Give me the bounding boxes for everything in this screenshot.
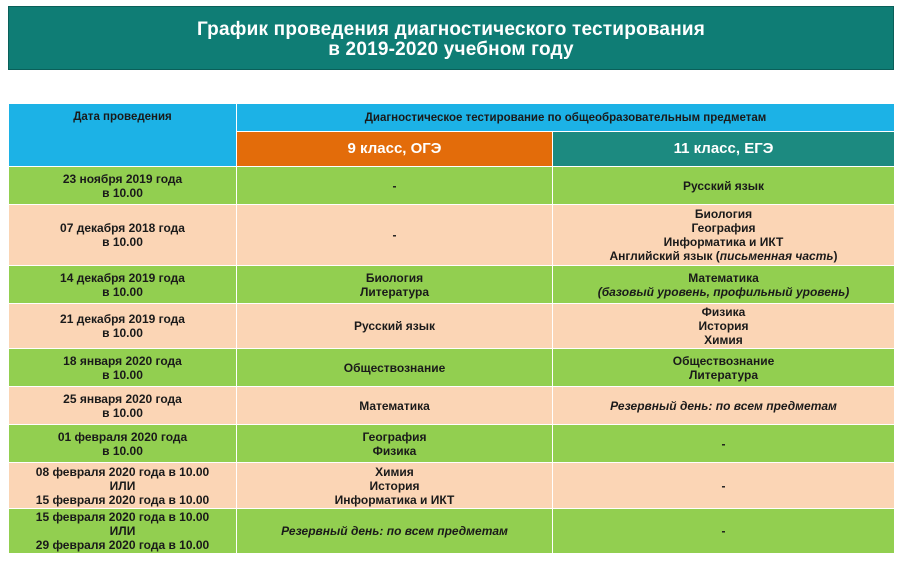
date-line: в 10.00	[102, 405, 143, 420]
date-line: в 10.00	[102, 235, 143, 249]
date-line: 08 февраля 2020 года в 10.00	[35, 464, 210, 479]
date-cell	[9, 425, 237, 463]
date-column-header: Дата проведения	[9, 104, 237, 167]
table-row	[9, 205, 895, 266]
grade11-cell	[553, 205, 895, 266]
date-cell	[9, 304, 237, 349]
date-line: в 10.00	[102, 185, 143, 200]
grade9-cell	[237, 205, 553, 266]
grade11-cell	[553, 266, 895, 304]
subject-line: История	[698, 319, 749, 333]
subject-line: Биология	[694, 207, 753, 221]
table-row	[9, 167, 895, 205]
subject-line: -	[721, 436, 726, 451]
date-line: 21 декабря 2019 года	[60, 312, 185, 326]
date-line: 29 февраля 2020 года в 10.00	[35, 538, 210, 552]
date-cell	[9, 463, 237, 509]
subject-line: Математика	[688, 270, 759, 285]
subject-line: География	[691, 221, 756, 235]
page-title-line-2: в 2019-2020 учебном году	[328, 39, 574, 60]
subject-line: Резервный день: по всем предметам	[281, 524, 508, 538]
date-line: 07 декабря 2018 года	[60, 221, 185, 235]
page-title-line-1: График проведения диагностического тестирования	[196, 19, 706, 40]
subject-line: Русский язык	[682, 178, 765, 193]
subject-line: -	[392, 178, 397, 193]
date-line: в 10.00	[102, 284, 143, 299]
date-line: 15 февраля 2020 года в 10.00	[35, 510, 210, 524]
subject-line: (базовый уровень, профильный уровень)	[597, 284, 850, 299]
date-line: 15 февраля 2020 года в 10.00	[35, 492, 210, 507]
grade11-cell	[553, 387, 895, 425]
date-line: ИЛИ	[109, 478, 136, 493]
grade9-cell	[237, 167, 553, 205]
date-cell	[9, 387, 237, 425]
grade9-cell	[237, 509, 553, 554]
table-row	[9, 349, 895, 387]
subject-line: Литература	[688, 367, 759, 382]
subject-line: Информатика и ИКТ	[663, 235, 784, 249]
table-row	[9, 304, 895, 349]
date-cell	[9, 266, 237, 304]
subject-line: Резервный день: по всем предметам	[610, 398, 837, 413]
date-line: 18 января 2020 года	[63, 353, 182, 368]
date-line: 01 февраля 2020 года	[57, 429, 188, 444]
subject-line: Обществознание	[672, 353, 775, 368]
table-row	[9, 463, 895, 509]
grade9-cell	[237, 349, 553, 387]
date-cell	[9, 509, 237, 554]
subject-line-composite	[557, 249, 890, 263]
schedule-table	[8, 103, 895, 554]
date-line: в 10.00	[102, 326, 143, 340]
subject-line: Физика	[372, 443, 417, 458]
grade9-cell	[237, 266, 553, 304]
grade11-column-header: 11 класс, ЕГЭ	[553, 132, 895, 167]
table-row	[9, 387, 895, 425]
subject-text-tail: )	[833, 249, 838, 263]
subject-line: География	[362, 429, 427, 444]
grade9-cell	[237, 463, 553, 509]
title-banner	[8, 6, 894, 70]
grade9-column-header: 9 класс, ОГЭ	[237, 132, 553, 167]
subject-line: Химия	[375, 464, 414, 479]
grade9-cell	[237, 387, 553, 425]
subject-line: История	[369, 478, 420, 493]
subject-line: Информатика и ИКТ	[334, 492, 455, 507]
subject-line: Физика	[701, 305, 746, 319]
subject-line: -	[721, 524, 726, 538]
subject-line: -	[721, 478, 726, 493]
date-cell	[9, 205, 237, 266]
subject-line: Литература	[359, 284, 430, 299]
date-line: 25 января 2020 года	[63, 391, 182, 406]
date-line: в 10.00	[102, 443, 143, 458]
subject-line: Биология	[365, 270, 424, 285]
grade9-cell	[237, 304, 553, 349]
date-line: ИЛИ	[109, 524, 136, 538]
subjects-column-header: Диагностическое тестирование по общеобразовательным предметам	[237, 104, 895, 132]
subject-note: письменная часть	[719, 249, 834, 263]
subject-text: Английский язык (	[609, 249, 720, 263]
grade11-cell	[553, 509, 895, 554]
grade9-cell	[237, 425, 553, 463]
date-cell	[9, 349, 237, 387]
date-cell	[9, 167, 237, 205]
subject-line: Математика	[359, 398, 430, 413]
grade11-cell	[553, 463, 895, 509]
subject-line: Обществознание	[343, 360, 446, 375]
grade11-cell	[553, 349, 895, 387]
date-line: 23 ноября 2019 года	[62, 171, 183, 186]
subject-line: Русский язык	[353, 319, 436, 333]
table-row	[9, 425, 895, 463]
table-row	[9, 266, 895, 304]
date-line: 14 декабря 2019 года	[60, 270, 185, 285]
subject-line: -	[392, 228, 397, 242]
grade11-cell	[553, 167, 895, 205]
table-row	[9, 509, 895, 554]
grade11-cell	[553, 425, 895, 463]
subject-line: Химия	[704, 333, 743, 347]
date-line: в 10.00	[102, 367, 143, 382]
grade11-cell	[553, 304, 895, 349]
